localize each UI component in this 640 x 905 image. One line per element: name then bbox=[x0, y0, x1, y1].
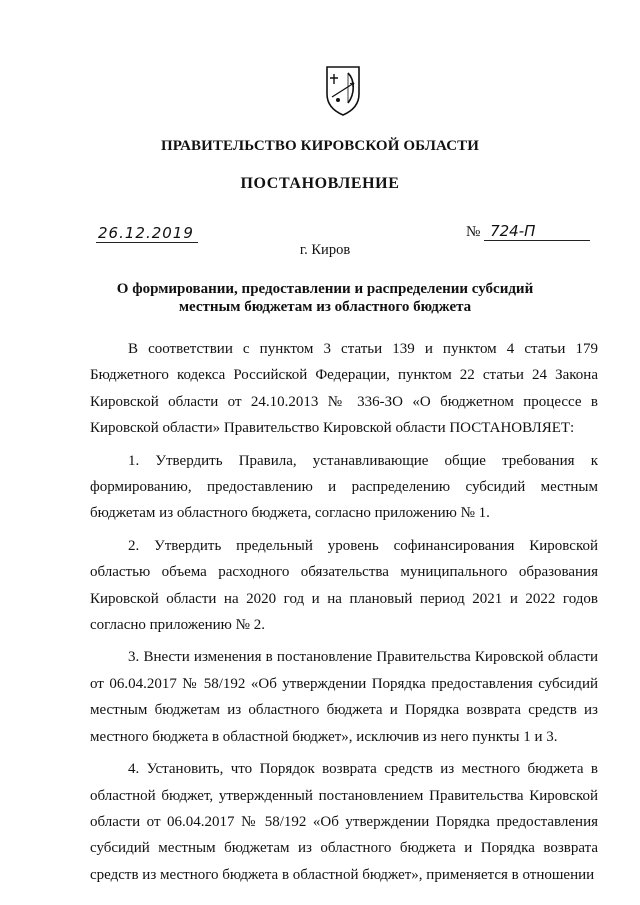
document-type: ПОСТАНОВЛЕНИЕ bbox=[240, 175, 400, 192]
organization-name: ПРАВИТЕЛЬСТВО КИРОВСКОЙ ОБЛАСТИ bbox=[161, 138, 479, 154]
document-number-block bbox=[466, 222, 590, 241]
paragraph-item-1: 1. Утвердить Правила, устанавливающие общие требования к формированию, предоставлению и распределению субсидий местным бюджетам из областного бюджета, согласно приложению № 1. bbox=[90, 452, 598, 522]
paragraph-preamble: В соответствии с пунктом 3 статьи 139 и пунктом 4 статьи 179 Бюджетного кодекса Российской Федерации, пунктом 22 статьи 24 Закона Кировской области от 24.10.2013 № 336-ЗО «О бюджетном процессе в Кировской области» Правительство Кировской области ПОСТАНОВЛЯЕТ: bbox=[90, 341, 598, 437]
paragraph-item-4: 4. Установить, что Порядок возврата средств из местного бюджета в областной бюджет, утвержденный постановлением Правительства Кировской области от 06.04.2017 № 58/192 «Об утверждении Порядка предоставления субсидий местным бюджетам из областного бюджета и Порядка возврата средств из местного бюджета в областной бюджет», применяется в отношении bbox=[90, 761, 598, 883]
paragraph-item-3: 3. Внести изменения в постановление Правительства Кировской области от 06.04.2017 № 58/192 «Об утверждении Порядка предоставления субсидий местным бюджетам из областного бюджета и Порядка возврата средств из местного бюджета в областной бюджет», исключив из него пункты 1 и 3. bbox=[90, 649, 598, 745]
document-title bbox=[90, 280, 560, 316]
document-body bbox=[90, 336, 598, 894]
paragraph-item-2: 2. Утвердить предельный уровень софинансирования Кировской областью объема расходного обязательства муниципального образования Кировской области на 2020 год и на плановый период 2021 и 2022 годов согласно приложению № 2. bbox=[90, 537, 598, 634]
number-sign: № bbox=[466, 224, 481, 240]
title-line-2: местным бюджетам из областного бюджета bbox=[178, 299, 472, 315]
document-number: 724-П bbox=[484, 222, 590, 241]
city: г. Киров bbox=[299, 242, 351, 258]
document-date: 26.12.2019 bbox=[96, 224, 198, 243]
title-line-1: О формировании, предоставлении и распределении субсидий bbox=[116, 281, 534, 297]
coat-of-arms-icon bbox=[324, 64, 362, 116]
